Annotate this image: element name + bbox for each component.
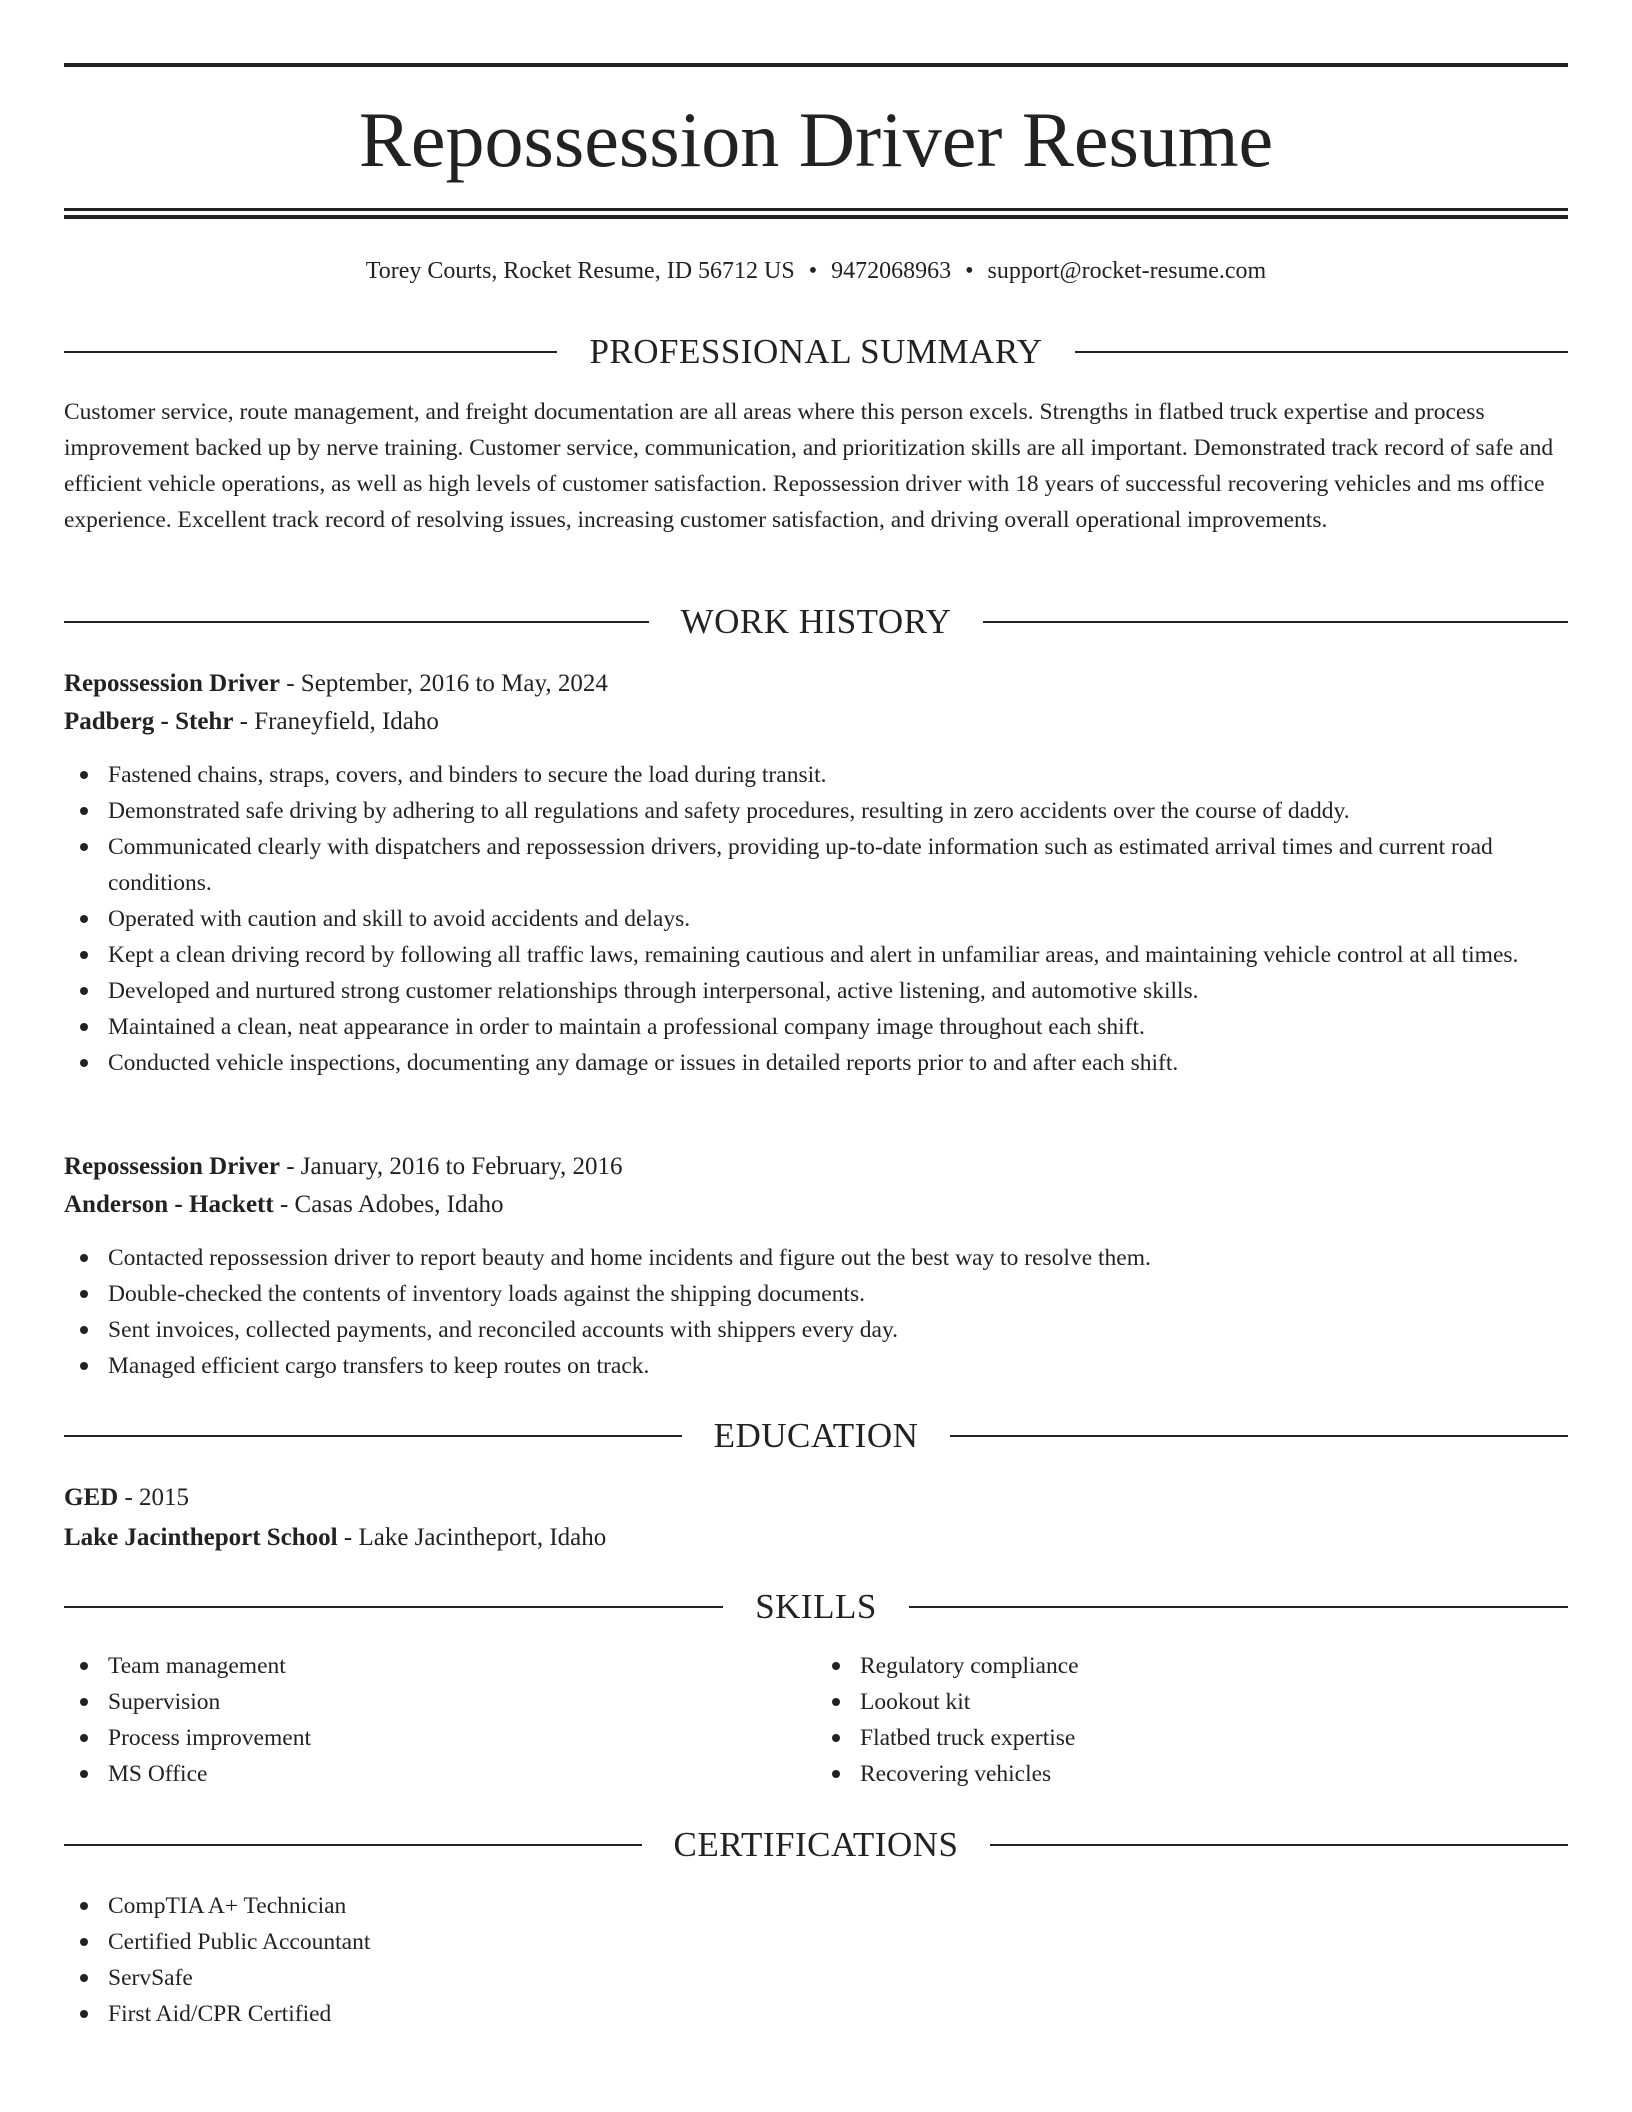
certification-item: ServSafe bbox=[64, 1960, 1568, 1996]
job-bullet: Contacted repossession driver to report beauty and home incidents and figure out the best way to resolve them. bbox=[64, 1240, 1568, 1276]
heading-rule bbox=[64, 1606, 723, 1608]
job-company-line bbox=[64, 1186, 1568, 1224]
skills-block bbox=[64, 1648, 1568, 1792]
resume-title: Repossession Driver Resume bbox=[358, 96, 1274, 183]
certification-item: First Aid/CPR Certified bbox=[64, 1996, 1568, 2032]
skill-item: Team management bbox=[64, 1648, 816, 1684]
skills-list-left bbox=[64, 1648, 816, 1792]
job-bullet: Communicated clearly with dispatchers and repossession drivers, providing up-to-date information such as estimated arrival times and current road conditions. bbox=[64, 829, 1568, 901]
contact-phone: 9472068963 bbox=[831, 258, 952, 284]
contact-separator: • bbox=[965, 258, 974, 284]
heading-rule bbox=[950, 1435, 1568, 1437]
job-company: Padberg - Stehr bbox=[64, 708, 234, 735]
top-rule bbox=[64, 63, 1568, 67]
job-bullets bbox=[64, 757, 1568, 1081]
job-bullet: Developed and nurtured strong customer relationships through interpersonal, active listening, and automotive skills. bbox=[64, 973, 1568, 1009]
contact-line bbox=[64, 253, 1568, 289]
contact-email: support@rocket-resume.com bbox=[987, 258, 1267, 284]
heading-rule bbox=[909, 1606, 1568, 1608]
section-title: SKILLS bbox=[755, 1587, 877, 1626]
skill-item: MS Office bbox=[64, 1756, 816, 1792]
section-heading-education bbox=[64, 1414, 1568, 1458]
heading-rule bbox=[64, 351, 557, 353]
section-title: PROFESSIONAL SUMMARY bbox=[589, 332, 1043, 371]
job-bullet: Fastened chains, straps, covers, and binders to secure the load during transit. bbox=[64, 757, 1568, 793]
certifications-block bbox=[64, 1888, 1568, 2032]
job-entry bbox=[64, 1148, 1568, 1384]
skill-item: Process improvement bbox=[64, 1720, 816, 1756]
job-bullet: Double-checked the contents of inventory loads against the shipping documents. bbox=[64, 1276, 1568, 1312]
section-heading-work bbox=[64, 600, 1568, 644]
job-dates: - September, 2016 to May, 2024 bbox=[279, 670, 608, 697]
heading-rule bbox=[64, 621, 649, 623]
job-company: Anderson - Hackett bbox=[64, 1191, 274, 1218]
contact-address: Torey Courts, Rocket Resume, ID 56712 US bbox=[365, 258, 795, 284]
job-title: Repossession Driver bbox=[64, 1153, 280, 1180]
job-title-line bbox=[64, 1148, 1568, 1186]
certification-item: CompTIA A+ Technician bbox=[64, 1888, 1568, 1924]
job-bullets bbox=[64, 1240, 1568, 1384]
certifications-list bbox=[64, 1888, 1568, 2032]
education-degree-line bbox=[64, 1478, 1568, 1518]
job-title-line bbox=[64, 665, 1568, 703]
education-year: - 2015 bbox=[118, 1484, 190, 1511]
section-title: WORK HISTORY bbox=[680, 602, 952, 641]
job-bullet: Managed efficient cargo transfers to keep routes on track. bbox=[64, 1348, 1568, 1384]
heading-rule bbox=[983, 621, 1568, 623]
summary-text: Customer service, route management, and freight documentation are all areas where this person excels. Strengths in flatbed truck expertise and process improvement backed up by nerve training. Customer service, communication, and prioritization skills are all important. Demonstrated track record of safe and efficient vehicle operations, as well as high levels of customer satisfaction. Repossession driver with 18 years of successful recovering vehicles and ms office experience. Excellent track record of resolving issues, increasing customer satisfaction, and driving overall operational improvements. bbox=[64, 399, 1554, 533]
skill-item: Regulatory compliance bbox=[816, 1648, 1568, 1684]
skill-item: Recovering vehicles bbox=[816, 1756, 1568, 1792]
job-bullet: Maintained a clean, neat appearance in order to maintain a professional company image throughout each shift. bbox=[64, 1009, 1568, 1045]
job-title: Repossession Driver bbox=[64, 670, 280, 697]
heading-rule bbox=[1075, 351, 1568, 353]
section-heading-certifications bbox=[64, 1823, 1568, 1867]
job-dates: - January, 2016 to February, 2016 bbox=[279, 1153, 623, 1180]
section-heading-skills bbox=[64, 1585, 1568, 1629]
skill-item: Lookout kit bbox=[816, 1684, 1568, 1720]
education-school-line bbox=[64, 1518, 1568, 1558]
education-degree: GED bbox=[64, 1484, 119, 1511]
skill-item: Flatbed truck expertise bbox=[816, 1720, 1568, 1756]
job-bullet: Sent invoices, collected payments, and reconciled accounts with shippers every day. bbox=[64, 1312, 1568, 1348]
job-location: - Casas Adobes, Idaho bbox=[273, 1191, 504, 1218]
section-title: EDUCATION bbox=[713, 1416, 919, 1455]
job-bullet: Operated with caution and skill to avoid accidents and delays. bbox=[64, 901, 1568, 937]
title-double-rule bbox=[64, 208, 1568, 219]
job-location: - Franeyfield, Idaho bbox=[233, 708, 439, 735]
job-bullet: Conducted vehicle inspections, documenting any damage or issues in detailed reports prior to and after each shift. bbox=[64, 1045, 1568, 1081]
skills-columns bbox=[64, 1648, 1568, 1792]
skills-list-right bbox=[816, 1648, 1568, 1792]
summary-block bbox=[64, 394, 1568, 538]
heading-rule bbox=[64, 1435, 682, 1437]
heading-rule bbox=[990, 1844, 1568, 1846]
certification-item: Certified Public Accountant bbox=[64, 1924, 1568, 1960]
education-school: Lake Jacintheport School bbox=[64, 1524, 338, 1551]
education-location: - Lake Jacintheport, Idaho bbox=[337, 1524, 607, 1551]
section-heading-summary bbox=[64, 330, 1568, 374]
skill-item: Supervision bbox=[64, 1684, 816, 1720]
job-entry bbox=[64, 665, 1568, 1081]
job-bullet: Kept a clean driving record by following all traffic laws, remaining cautious and alert in unfamiliar areas, and maintaining vehicle control at all times. bbox=[64, 937, 1568, 973]
heading-rule bbox=[64, 1844, 642, 1846]
job-company-line bbox=[64, 703, 1568, 741]
education-entry bbox=[64, 1478, 1568, 1558]
section-title: CERTIFICATIONS bbox=[673, 1825, 959, 1864]
job-bullet: Demonstrated safe driving by adhering to all regulations and safety procedures, resulting in zero accidents over the course of daddy. bbox=[64, 793, 1568, 829]
contact-separator: • bbox=[808, 258, 818, 284]
